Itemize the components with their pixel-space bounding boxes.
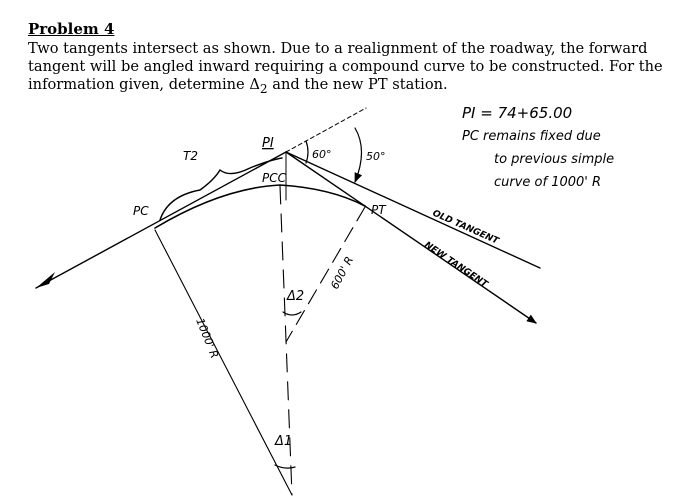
pt-label: PT bbox=[371, 203, 386, 217]
delta-2-arc bbox=[283, 312, 301, 315]
angle-50-label: 50° bbox=[366, 150, 386, 163]
pc-label: PC bbox=[133, 204, 149, 218]
problem-text-start: Two tangents intersect as shown. Due to a realignment of the roadway, the forward tangent will be angled inward requiring a compound curve to be constructed. For the information given, determine bbox=[28, 40, 663, 93]
delta-2-label: Δ2 bbox=[287, 289, 305, 304]
delta-subscript: 2 bbox=[259, 81, 268, 96]
new-tangent-label: NEW TANGENT bbox=[422, 240, 490, 290]
pi-station-note: PI = 74+65.00 bbox=[462, 104, 573, 122]
old-tangent-label: OLD TANGENT bbox=[430, 208, 500, 247]
pcc-label: PCC bbox=[262, 171, 286, 185]
angle-60-arc bbox=[306, 141, 308, 163]
radius-pc-line bbox=[155, 230, 292, 495]
back-tangent-extension bbox=[286, 108, 366, 152]
problem-text-end: and the new PT station. bbox=[267, 76, 448, 93]
delta-symbol: Δ bbox=[249, 76, 260, 93]
back-tangent-line bbox=[36, 152, 286, 288]
t2-label: T2 bbox=[183, 149, 198, 163]
pi-label: PI bbox=[262, 136, 274, 151]
angle-60-label: 60° bbox=[312, 148, 332, 161]
radius-pt-line bbox=[286, 207, 365, 342]
problem-heading: Problem 4 bbox=[28, 20, 115, 38]
radius-1000-label: 1000' R bbox=[193, 316, 222, 361]
angle-50-arc bbox=[355, 128, 362, 182]
delta-1-label: Δ1 bbox=[275, 434, 293, 449]
pc-note-line3: curve of 1000' R bbox=[494, 175, 602, 190]
pc-note-line2: to previous simple bbox=[494, 152, 615, 167]
old-tangent-line bbox=[286, 152, 540, 268]
pc-note-line1: PC remains fixed due bbox=[462, 129, 601, 144]
radius-600-label: 600' R bbox=[328, 254, 357, 292]
